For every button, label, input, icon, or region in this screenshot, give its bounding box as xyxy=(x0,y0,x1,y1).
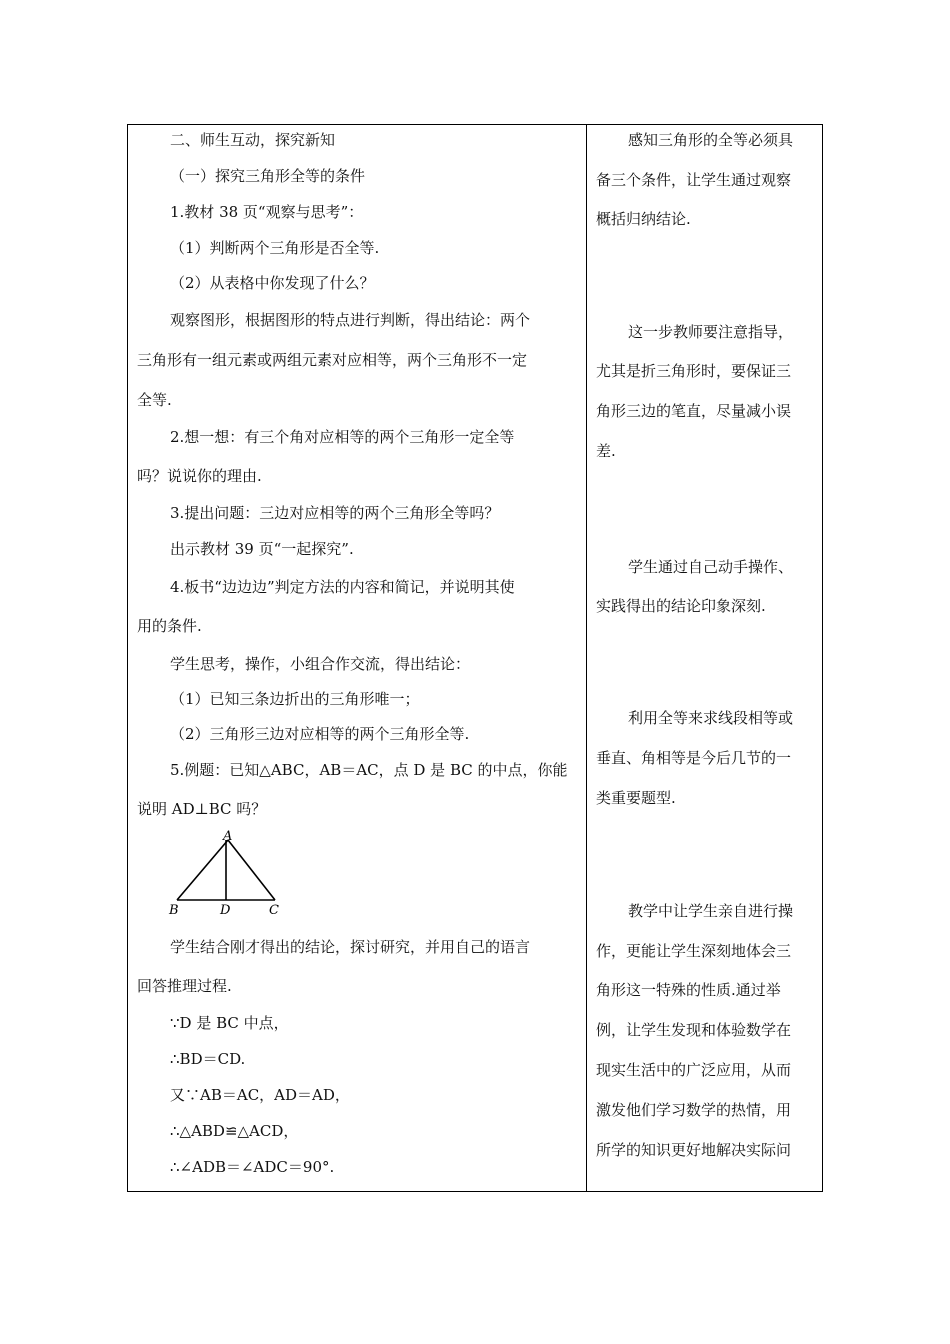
section-heading: 二、师生互动，探究新知 xyxy=(170,131,336,149)
note-line: 尤其是折三角形时，要保证三 xyxy=(596,362,792,380)
text-line: 三角形有一组元素或两组元素对应相等，两个三角形不一定 xyxy=(137,351,528,369)
text-line: 学生结合刚才得出的结论，探讨研究，并用自己的语言 xyxy=(170,938,531,956)
side-ab xyxy=(177,840,228,900)
text-line: ∴BD＝CD. xyxy=(170,1050,246,1068)
text-line: 出示教材 39 页“一起探究”. xyxy=(170,540,354,558)
text-line: 吗？说说你的理由. xyxy=(137,467,262,485)
note-line: 角形三边的笔直，尽量减小误 xyxy=(596,402,792,420)
text-line: 学生思考，操作，小组合作交流，得出结论： xyxy=(170,655,471,673)
triangle-diagram xyxy=(165,828,295,920)
text-line: （2）从表格中你发现了什么？ xyxy=(170,274,375,292)
note-line: 角形这一特殊的性质.通过举 xyxy=(596,981,781,999)
subsection-heading: （一）探究三角形全等的条件 xyxy=(170,167,366,185)
note-line: 所学的知识更好地解决实际问 xyxy=(596,1141,792,1159)
label-c: C xyxy=(269,903,279,918)
text-line: ∵D 是 BC 中点， xyxy=(170,1014,289,1032)
note-line: 感知三角形的全等必须具 xyxy=(628,131,794,149)
text-line: （1）已知三条边折出的三角形唯一； xyxy=(170,690,420,708)
note-line: 学生通过自己动手操作、 xyxy=(628,558,794,576)
note-line: 备三个条件，让学生通过观察 xyxy=(596,171,792,189)
note-line: 差. xyxy=(596,442,616,460)
text-line: 5.例题：已知△ABC，AB＝AC，点 D 是 BC 的中点，你能 xyxy=(170,761,568,779)
text-line: ∴∠ADB＝∠ADC＝90°. xyxy=(170,1158,335,1176)
text-line: 观察图形，根据图形的特点进行判断，得出结论：两个 xyxy=(170,311,531,329)
note-line: 实践得出的结论印象深刻. xyxy=(596,597,766,615)
note-line: 这一步教师要注意指导， xyxy=(628,323,794,341)
text-line: （2）三角形三边对应相等的两个三角形全等. xyxy=(170,725,470,743)
text-line: 回答推理过程. xyxy=(137,977,232,995)
note-line: 现实生活中的广泛应用，从而 xyxy=(596,1061,792,1079)
label-b: B xyxy=(169,903,179,918)
note-line: 利用全等来求线段相等或 xyxy=(628,709,794,727)
label-a: A xyxy=(223,829,233,844)
text-line: 1.教材 38 页“观察与思考”： xyxy=(170,203,364,221)
text-line: 又∵AB＝AC，AD＝AD， xyxy=(170,1086,350,1104)
text-line: 4.板书“边边边”判定方法的内容和简记，并说明其使 xyxy=(170,578,515,596)
label-d: D xyxy=(220,903,231,918)
note-line: 教学中让学生亲自进行操 xyxy=(628,902,794,920)
side-ac xyxy=(228,840,275,900)
column-divider xyxy=(586,124,587,1192)
note-line: 类重要题型. xyxy=(596,789,676,807)
text-line: 全等. xyxy=(137,391,172,409)
note-line: 概括归纳结论. xyxy=(596,210,691,228)
text-line: 3.提出问题：三边对应相等的两个三角形全等吗？ xyxy=(170,504,500,522)
text-line: 说明 AD⊥BC 吗？ xyxy=(137,800,267,818)
text-line: ∴△ABD≌△ACD， xyxy=(170,1122,299,1140)
note-line: 激发他们学习数学的热情，用 xyxy=(596,1101,792,1119)
note-line: 垂直、角相等是今后几节的一 xyxy=(596,749,792,767)
note-line: 例，让学生发现和体验数学在 xyxy=(596,1021,792,1039)
note-line: 作，更能让学生深刻地体会三 xyxy=(596,942,792,960)
text-line: 用的条件. xyxy=(137,617,202,635)
text-line: 2.想一想：有三个角对应相等的两个三角形一定全等 xyxy=(170,428,515,446)
text-line: （1）判断两个三角形是否全等. xyxy=(170,239,380,257)
